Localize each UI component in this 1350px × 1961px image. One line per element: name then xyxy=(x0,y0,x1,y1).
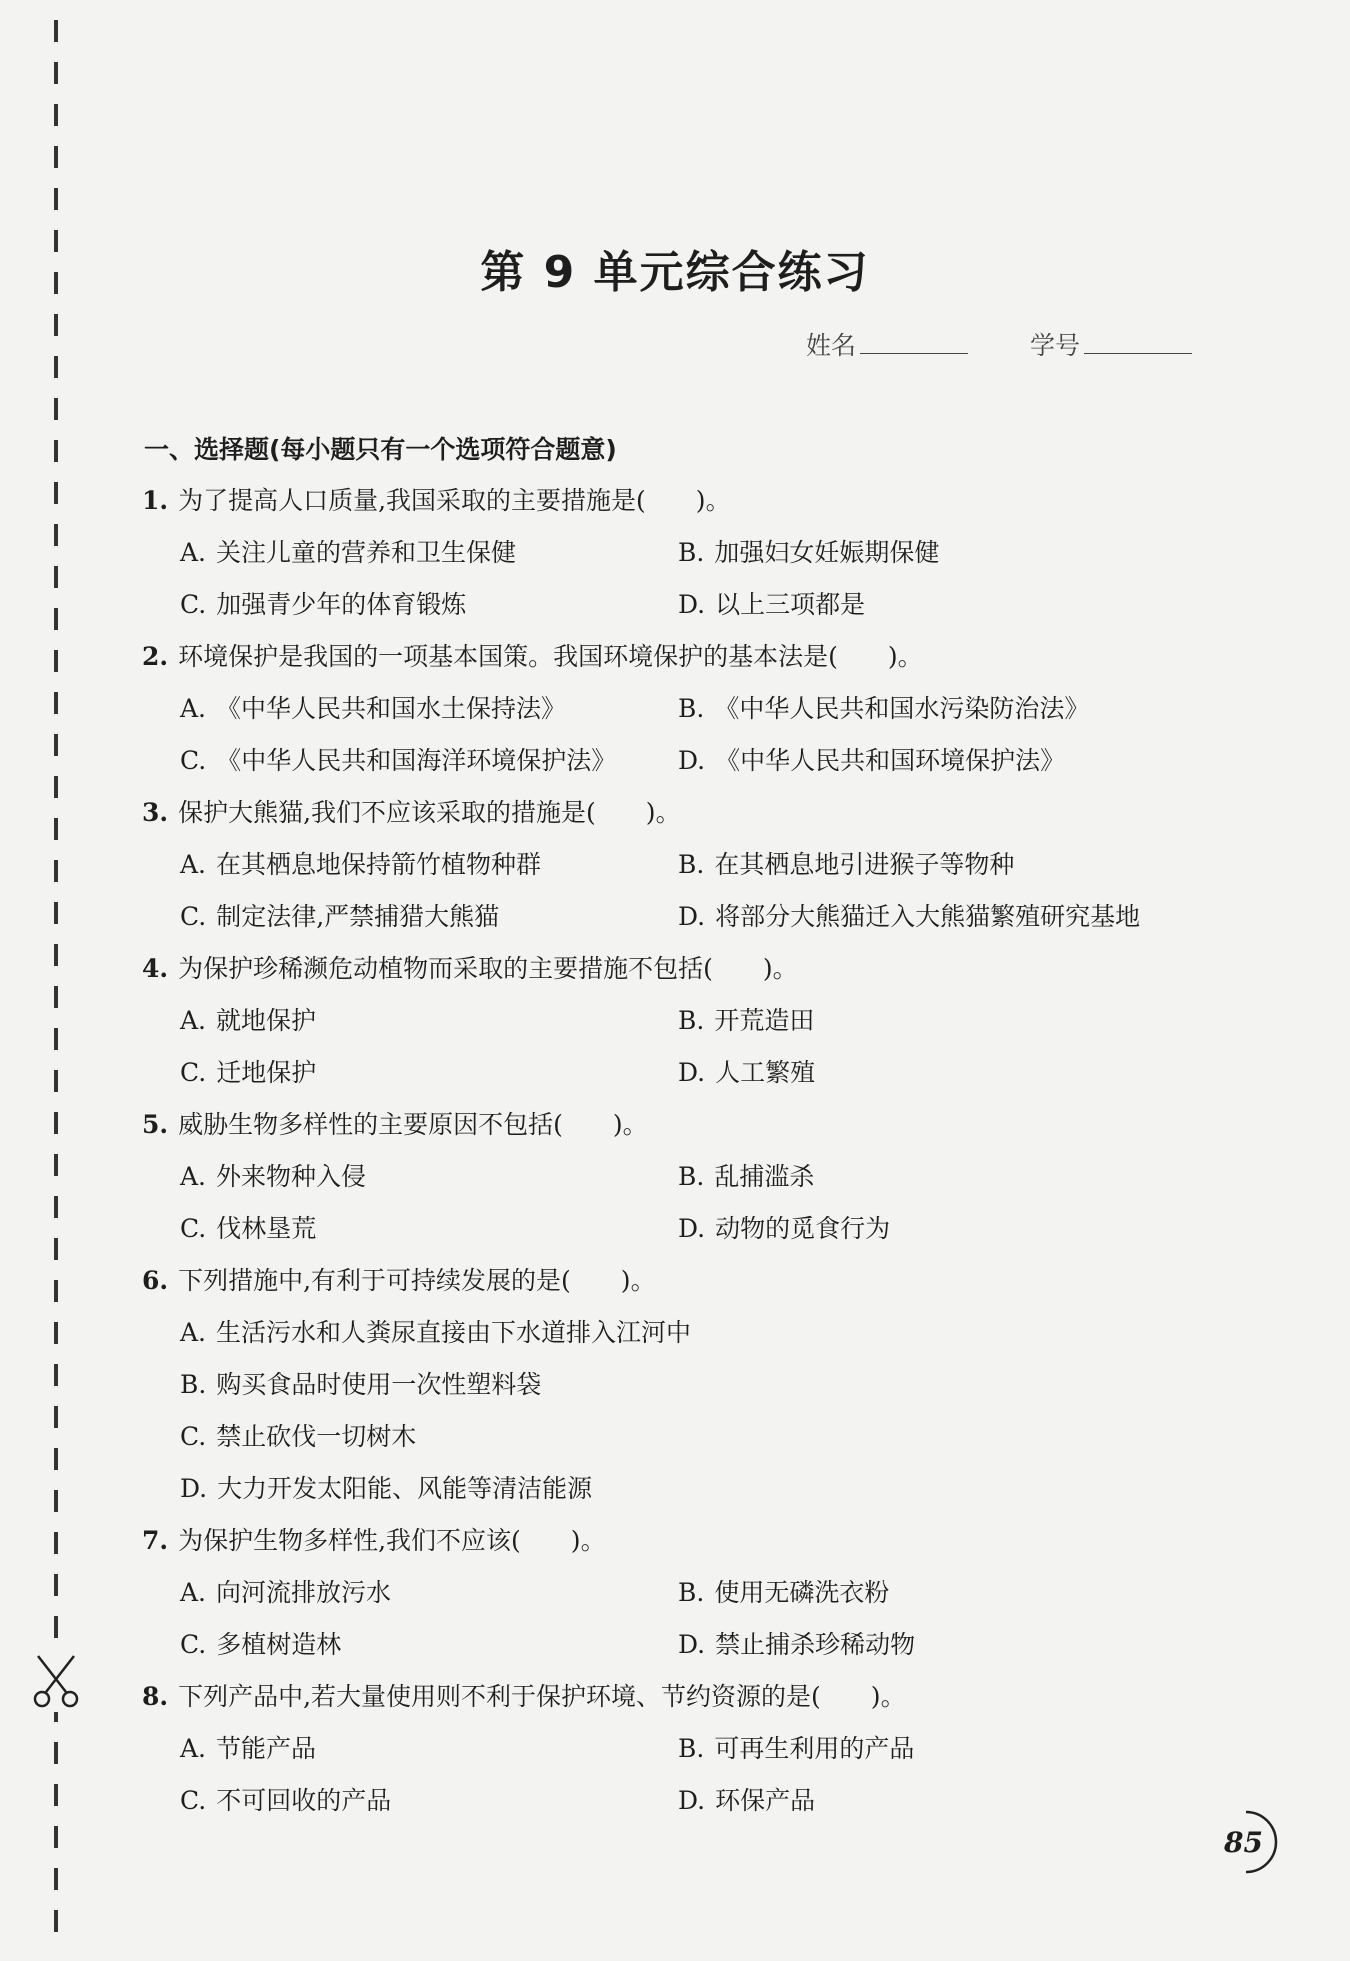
question-number: 2. xyxy=(142,642,169,671)
question-number: 8. xyxy=(142,1682,169,1711)
section-heading: 一、选择题(每小题只有一个选项符合题意) xyxy=(144,435,617,464)
option-2b[interactable]: B. 《中华人民共和国水污染防治法》 xyxy=(678,694,1090,723)
name-label: 姓名 xyxy=(806,331,857,360)
question-1 xyxy=(142,486,731,516)
question-6 xyxy=(142,1266,656,1296)
question-text: 环境保护是我国的一项基本国策。我国环境保护的基本法是( )。 xyxy=(178,642,923,671)
name-field[interactable] xyxy=(806,326,968,362)
question-4 xyxy=(142,954,798,984)
page-number: 85 xyxy=(1224,1826,1263,1859)
option-2c[interactable]: C. 《中华人民共和国海洋环境保护法》 xyxy=(180,746,617,775)
question-text: 为保护珍稀濒危动植物而采取的主要措施不包括( )。 xyxy=(178,954,798,983)
question-text: 威胁生物多样性的主要原因不包括( )。 xyxy=(178,1110,648,1139)
question-text: 下列措施中,有利于可持续发展的是( )。 xyxy=(178,1266,656,1295)
option-1c[interactable]: C. 加强青少年的体育锻炼 xyxy=(180,590,467,619)
question-number: 1. xyxy=(142,486,169,515)
option-8b[interactable]: B. 可再生利用的产品 xyxy=(678,1734,915,1763)
option-6a[interactable]: A. 生活污水和人粪尿直接由下水道排入江河中 xyxy=(180,1318,692,1347)
question-7 xyxy=(142,1526,606,1556)
question-number: 3. xyxy=(142,798,169,827)
question-text: 下列产品中,若大量使用则不利于保护环境、节约资源的是( )。 xyxy=(178,1682,906,1711)
option-1d[interactable]: D. 以上三项都是 xyxy=(678,590,866,619)
option-3b[interactable]: B. 在其栖息地引进猴子等物种 xyxy=(678,850,1015,879)
question-text: 保护大熊猫,我们不应该采取的措施是( )。 xyxy=(178,798,681,827)
option-2d[interactable]: D. 《中华人民共和国环境保护法》 xyxy=(678,746,1066,775)
question-number: 4. xyxy=(142,954,169,983)
option-1a[interactable]: A. 关注儿童的营养和卫生保健 xyxy=(180,538,517,567)
question-text: 为了提高人口质量,我国采取的主要措施是( )。 xyxy=(178,486,731,515)
option-4c[interactable]: C. 迁地保护 xyxy=(180,1058,317,1087)
name-blank[interactable] xyxy=(860,331,968,354)
question-number: 7. xyxy=(142,1526,169,1555)
option-1b[interactable]: B. 加强妇女妊娠期保健 xyxy=(678,538,940,567)
student-id-label: 学号 xyxy=(1030,331,1081,360)
option-3a[interactable]: A. 在其栖息地保持箭竹植物种群 xyxy=(180,850,542,879)
option-7c[interactable]: C. 多植树造林 xyxy=(180,1630,342,1659)
option-4b[interactable]: B. 开荒造田 xyxy=(678,1006,815,1035)
option-6c[interactable]: C. 禁止砍伐一切树木 xyxy=(180,1422,417,1451)
option-7b[interactable]: B. 使用无磷洗衣粉 xyxy=(678,1578,890,1607)
page-title: 第 9 单元综合练习 xyxy=(480,247,870,298)
student-id-blank[interactable] xyxy=(1084,331,1192,354)
option-5b[interactable]: B. 乱捕滥杀 xyxy=(678,1162,815,1191)
option-8c[interactable]: C. 不可回收的产品 xyxy=(180,1786,392,1815)
option-5a[interactable]: A. 外来物种入侵 xyxy=(180,1162,367,1191)
option-4a[interactable]: A. 就地保护 xyxy=(180,1006,317,1035)
question-2 xyxy=(142,642,923,672)
question-text: 为保护生物多样性,我们不应该( )。 xyxy=(178,1526,606,1555)
question-8 xyxy=(142,1682,906,1712)
question-number: 5. xyxy=(142,1110,169,1139)
option-3c[interactable]: C. 制定法律,严禁捕猎大熊猫 xyxy=(180,902,500,931)
option-8a[interactable]: A. 节能产品 xyxy=(180,1734,317,1763)
student-id-field[interactable] xyxy=(1030,326,1192,362)
option-5d[interactable]: D. 动物的觅食行为 xyxy=(678,1214,891,1243)
option-6b[interactable]: B. 购买食品时使用一次性塑料袋 xyxy=(180,1370,542,1399)
question-5 xyxy=(142,1110,648,1140)
question-3 xyxy=(142,798,681,828)
option-6d[interactable]: D. 大力开发太阳能、风能等清洁能源 xyxy=(180,1474,593,1503)
option-7d[interactable]: D. 禁止捕杀珍稀动物 xyxy=(678,1630,916,1659)
scissors-icon xyxy=(26,1652,86,1712)
option-5c[interactable]: C. 伐林垦荒 xyxy=(180,1214,317,1243)
option-7a[interactable]: A. 向河流排放污水 xyxy=(180,1578,392,1607)
page-number-badge xyxy=(1194,1806,1284,1878)
option-8d[interactable]: D. 环保产品 xyxy=(678,1786,816,1815)
option-2a[interactable]: A. 《中华人民共和国水土保持法》 xyxy=(180,694,567,723)
question-number: 6. xyxy=(142,1266,169,1295)
option-3d[interactable]: D. 将部分大熊猫迁入大熊猫繁殖研究基地 xyxy=(678,902,1141,931)
option-4d[interactable]: D. 人工繁殖 xyxy=(678,1058,816,1087)
